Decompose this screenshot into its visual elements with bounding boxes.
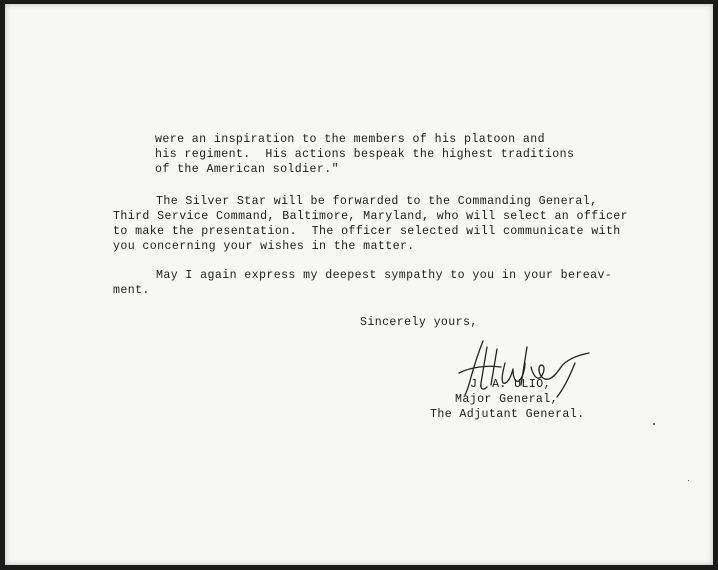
paper-speck: [688, 480, 689, 481]
closing-salutation: Sincerely yours,: [360, 316, 478, 329]
text-line: were an inspiration to the members of his platoon and: [155, 133, 545, 146]
text-line: May I again express my deepest sympathy to you in your bereav-: [156, 269, 613, 282]
text-line: to make the presentation. The officer selected will communicate with: [113, 225, 621, 238]
text-line: you concerning your wishes in the matter.: [113, 240, 415, 253]
paragraph-2: [113, 194, 628, 254]
text-line: ment.: [113, 284, 150, 297]
paragraph-3: [113, 268, 612, 298]
signatory-title: The Adjutant General.: [430, 408, 585, 421]
text-line: his regiment. His actions bespeak the highest traditions: [155, 148, 575, 161]
paragraph-1: [155, 132, 574, 177]
paper-speck: [653, 423, 655, 425]
text-line: Third Service Command, Baltimore, Maryland, who will select an officer: [113, 210, 629, 223]
text-line: The Silver Star will be forwarded to the Commanding General,: [156, 195, 598, 208]
text-line: of the American soldier.": [155, 163, 339, 176]
signatory-rank: Major General,: [455, 393, 559, 406]
letter-page: [5, 4, 713, 565]
signatory-name: J. A. ULIO,: [470, 378, 551, 391]
